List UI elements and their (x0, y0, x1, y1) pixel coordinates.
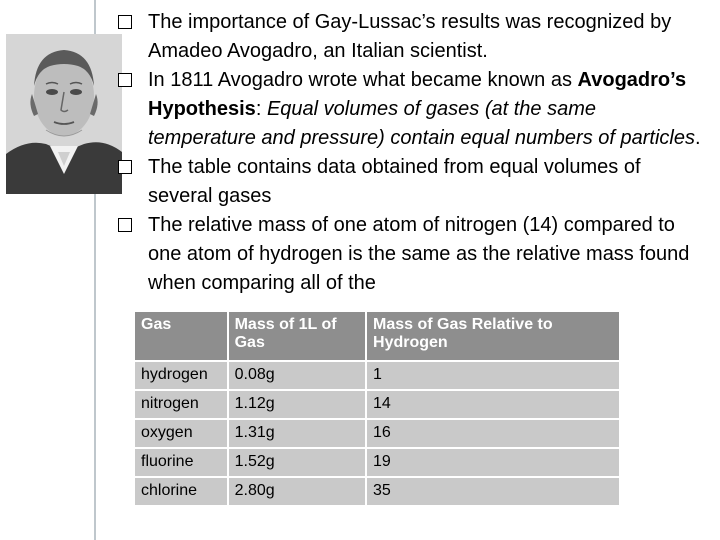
bullet-item (118, 8, 708, 66)
bullet-text: The relative mass of one atom of nitrogen (14) compared to one atom of hydrogen is the same as the relative mass found when comparing all of the (148, 214, 690, 294)
gas-name-cell: fluorine (135, 449, 227, 476)
relative-mass-cell: 19 (367, 449, 619, 476)
relative-mass-cell: 35 (367, 478, 619, 505)
gas-name-cell: chlorine (135, 478, 227, 505)
bullet-text: In 1811 Avogadro wrote what became known as (148, 69, 578, 91)
table-row (135, 420, 619, 447)
table-header-row (135, 312, 619, 360)
relative-mass-cell: 14 (367, 391, 619, 418)
bullet-box-icon (118, 15, 132, 29)
mass-cell: 1.12g (229, 391, 365, 418)
bullet-text: The importance of Gay-Lussac’s results was recognized by Amadeo Avogadro, an Italian scientist. (148, 11, 672, 62)
bullet-text: Equal volumes of gases (at the same temperature and pressure) contain equal numbers of particles (148, 98, 695, 149)
bullet-text: Avogadro’s Hypothesis (148, 69, 687, 120)
header-mass-1l: Mass of 1L of Gas (229, 312, 365, 360)
mass-cell: 2.80g (229, 478, 365, 505)
relative-mass-cell: 1 (367, 362, 619, 389)
gas-name-cell: hydrogen (135, 362, 227, 389)
bullet-box-icon (118, 73, 132, 87)
table-row (135, 391, 619, 418)
bullet-item (118, 66, 708, 153)
bullet-box-icon (118, 218, 132, 232)
bullet-item (118, 153, 708, 211)
bullet-text: : (255, 98, 267, 120)
avogadro-portrait (6, 34, 122, 194)
mass-cell: 1.31g (229, 420, 365, 447)
header-relative-mass: Mass of Gas Relative to Hydrogen (367, 312, 619, 360)
table-row (135, 449, 619, 476)
table-row (135, 362, 619, 389)
bullet-item (118, 211, 708, 298)
gas-name-cell: oxygen (135, 420, 227, 447)
gas-name-cell: nitrogen (135, 391, 227, 418)
relative-mass-cell: 16 (367, 420, 619, 447)
mass-cell: 0.08g (229, 362, 365, 389)
table-row (135, 478, 619, 505)
bullet-text: The table contains data obtained from equal volumes of several gases (148, 156, 641, 207)
mass-cell: 1.52g (229, 449, 365, 476)
header-gas: Gas (135, 312, 227, 360)
bullet-box-icon (118, 160, 132, 174)
bullet-list (118, 8, 708, 313)
gas-mass-table (133, 310, 621, 506)
bullet-text: . (694, 127, 701, 149)
